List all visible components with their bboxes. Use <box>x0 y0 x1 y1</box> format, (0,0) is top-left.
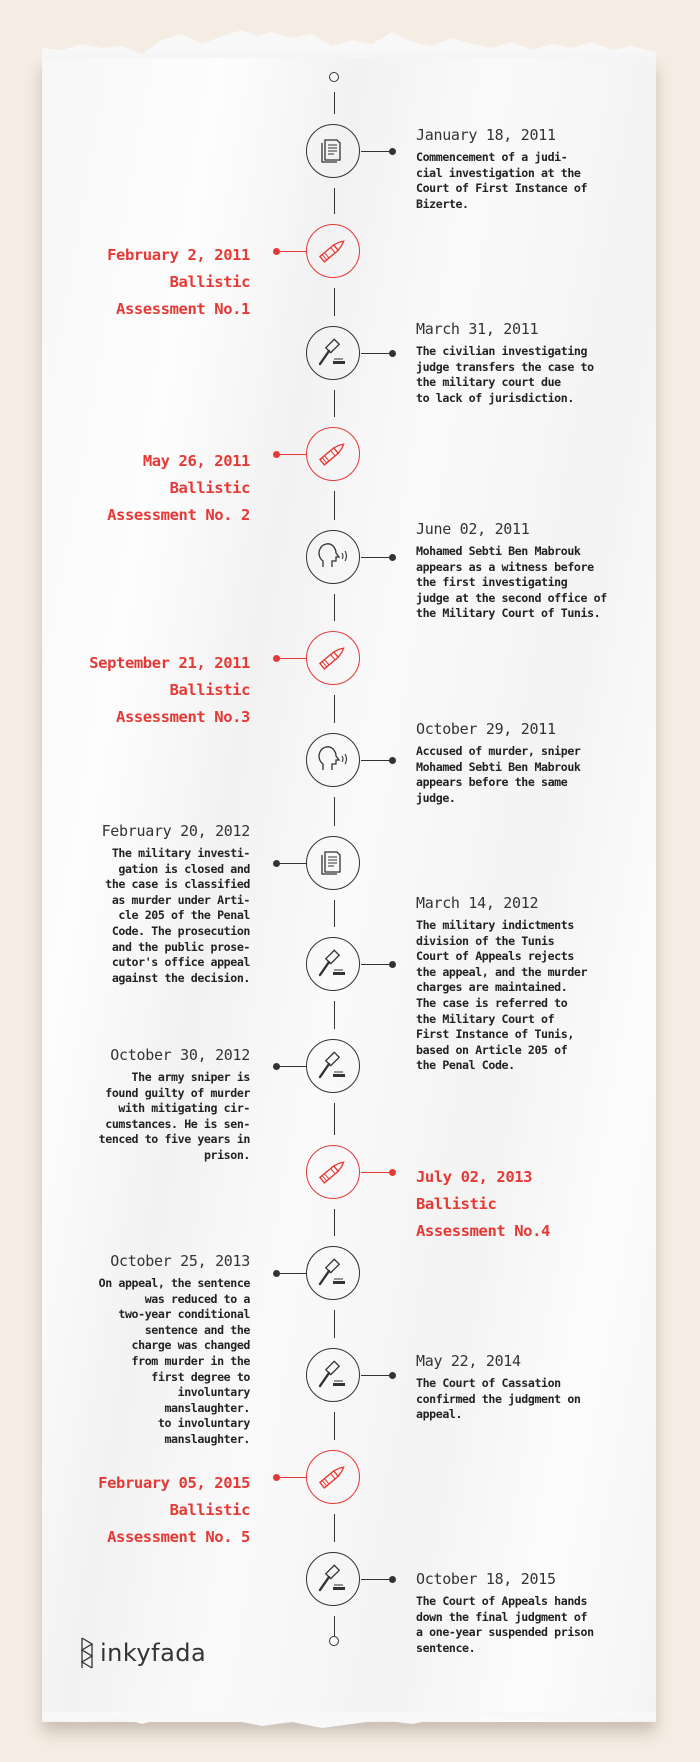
bullet-icon <box>307 1451 358 1502</box>
connector-dot <box>389 554 396 561</box>
connector-line <box>277 1066 307 1067</box>
connector-line <box>361 557 391 558</box>
torn-paper-bottom-edge <box>42 1712 656 1732</box>
document-icon <box>307 837 358 888</box>
gavel-icon <box>307 938 358 989</box>
event-title: Ballistic <box>169 273 250 291</box>
timeline-node[interactable] <box>306 224 360 278</box>
event-date: September 21, 2011 <box>89 654 250 672</box>
event-date: October 25, 2013 <box>110 1252 250 1270</box>
event-title: Ballistic <box>169 479 250 497</box>
connector-line <box>277 251 307 252</box>
connector-dot <box>273 248 280 255</box>
gavel-icon <box>307 327 358 378</box>
event-description: The army sniper is found guilty of murder with mitigating cir- cumstances. He is sen- tenced to five years in prison. <box>98 1070 250 1162</box>
timeline-spine-segment <box>334 797 335 826</box>
timeline-event <box>50 1252 250 1448</box>
connector-dot <box>273 1270 280 1277</box>
gavel-icon <box>307 1349 358 1400</box>
connector-line <box>361 353 391 354</box>
timeline-spine-segment <box>334 188 335 214</box>
connector-dot <box>273 860 280 867</box>
speaking-head-icon <box>307 531 358 582</box>
connector-line <box>361 151 391 152</box>
timeline-event <box>50 1046 250 1164</box>
timeline-spine-segment <box>334 92 335 114</box>
timeline-node[interactable] <box>306 1145 360 1199</box>
connector-line <box>361 1375 391 1376</box>
timeline-spine-segment <box>334 1310 335 1338</box>
gavel-icon <box>307 1247 358 1298</box>
timeline-node[interactable] <box>306 326 360 380</box>
timeline-spine-segment <box>334 1103 335 1135</box>
event-description: Mohamed Sebti Ben Mabrouk appears as a witness before the first investigating judge at the second office of the Military Court of Tunis. <box>416 544 607 621</box>
connector-line <box>277 863 307 864</box>
event-date: January 18, 2011 <box>416 126 556 144</box>
timeline-event <box>416 1352 648 1423</box>
bullet-icon <box>307 428 358 479</box>
connector-dot <box>389 1576 396 1583</box>
timeline-event <box>50 650 250 731</box>
event-description: The military indictments division of the Tunis Court of Appeals rejects the appeal, and the murder charges are maintained. The case is referred to the Military Court of First Instance of Tunis, based on Article 205 of the Penal Code. <box>416 918 588 1073</box>
event-description: On appeal, the sentence was reduced to a two-year conditional sentence and the charge was changed from murder in the first degree to involuntary manslaughter. to involuntary manslaughter. <box>98 1276 250 1446</box>
timeline-node[interactable] <box>306 937 360 991</box>
event-subtitle: Assessment No. 2 <box>107 506 250 524</box>
timeline-spine-segment <box>334 1514 335 1542</box>
timeline-spine-segment <box>334 1209 335 1236</box>
timeline-spine-segment <box>334 1616 335 1636</box>
connector-line <box>277 1273 307 1274</box>
connector-dot <box>389 350 396 357</box>
timeline-spine-segment <box>334 390 335 417</box>
connector-dot <box>389 1372 396 1379</box>
timeline-node[interactable] <box>306 1246 360 1300</box>
timeline-event <box>50 822 250 986</box>
event-description: Commencement of a judi- cial investigation at the Court of First Instance of Bizerte. <box>416 150 588 211</box>
timeline-event <box>416 1164 648 1245</box>
timeline-node[interactable] <box>306 1348 360 1402</box>
event-date: February 2, 2011 <box>107 246 250 264</box>
event-date: October 30, 2012 <box>110 1046 250 1064</box>
timeline-spine-segment <box>334 1412 335 1440</box>
connector-dot <box>273 1474 280 1481</box>
timeline-spine-segment <box>334 491 335 520</box>
inkyfada-logo <box>78 1636 206 1670</box>
timeline-end-dot <box>329 1636 339 1646</box>
timeline-node[interactable] <box>306 1552 360 1606</box>
timeline-node[interactable] <box>306 733 360 787</box>
bullet-icon <box>307 632 358 683</box>
timeline-spine-segment <box>334 288 335 316</box>
event-title: Ballistic <box>169 1501 250 1519</box>
event-description: Accused of murder, sniper Mohamed Sebti Ben Mabrouk appears before the same judge. <box>416 744 581 805</box>
bullet-icon <box>307 1146 358 1197</box>
document-icon <box>307 125 358 176</box>
connector-dot <box>389 148 396 155</box>
connector-dot <box>389 757 396 764</box>
timeline-event <box>416 720 648 806</box>
connector-line <box>277 454 307 455</box>
connector-dot <box>389 1169 396 1176</box>
event-subtitle: Assessment No. 5 <box>107 1528 250 1546</box>
event-date: May 22, 2014 <box>416 1352 521 1370</box>
event-date: May 26, 2011 <box>142 452 250 470</box>
timeline-event <box>416 1570 648 1656</box>
event-description: The civilian investigating judge transfers the case to the military court due to lack of jurisdiction. <box>416 344 594 405</box>
inkyfada-logo-mark <box>78 1636 96 1670</box>
timeline-node[interactable] <box>306 124 360 178</box>
timeline-event <box>50 1470 250 1551</box>
timeline-spine-segment <box>334 695 335 723</box>
event-description: The Court of Appeals hands down the final judgment of a one-year suspended prison sentence. <box>416 1594 594 1655</box>
event-date: October 18, 2015 <box>416 1570 556 1588</box>
gavel-icon <box>307 1553 358 1604</box>
connector-line <box>277 1477 307 1478</box>
event-date: February 20, 2012 <box>101 822 250 840</box>
event-description: The Court of Cassation confirmed the judgment on appeal. <box>416 1376 581 1422</box>
event-date: March 31, 2011 <box>416 320 539 338</box>
timeline-event <box>50 242 250 323</box>
connector-dot <box>273 1063 280 1070</box>
event-title: Ballistic <box>169 681 250 699</box>
event-date: October 29, 2011 <box>416 720 556 738</box>
timeline-event <box>416 320 648 406</box>
event-date: March 14, 2012 <box>416 894 539 912</box>
timeline-spine-segment <box>334 1001 335 1029</box>
connector-line <box>277 658 307 659</box>
logo-text: inkyfada <box>100 1639 207 1667</box>
timeline-node[interactable] <box>306 631 360 685</box>
event-subtitle: Assessment No.4 <box>416 1222 550 1240</box>
timeline-event <box>416 894 648 1074</box>
bullet-icon <box>307 225 358 276</box>
connector-dot <box>273 655 280 662</box>
event-title: Ballistic <box>416 1195 497 1213</box>
connector-line <box>361 1172 391 1173</box>
connector-line <box>361 1579 391 1580</box>
timeline-event <box>416 520 648 622</box>
gavel-icon <box>307 1040 358 1091</box>
connector-line <box>361 760 391 761</box>
connector-line <box>361 964 391 965</box>
event-description: The military investi- gation is closed and the case is classified as murder under Arti- cle 205 of the Penal Code. The prosecution and the public prose- cutor's office appeal against the decision. <box>105 846 250 985</box>
timeline-node[interactable] <box>306 427 360 481</box>
event-subtitle: Assessment No.1 <box>116 300 250 318</box>
speaking-head-icon <box>307 734 358 785</box>
connector-dot <box>389 961 396 968</box>
timeline-start-dot <box>329 72 339 82</box>
timeline-node[interactable] <box>306 530 360 584</box>
connector-dot <box>273 451 280 458</box>
timeline-node[interactable] <box>306 836 360 890</box>
timeline-event <box>50 448 250 529</box>
event-subtitle: Assessment No.3 <box>116 708 250 726</box>
event-date: July 02, 2013 <box>416 1168 533 1186</box>
timeline-spine-segment <box>334 900 335 927</box>
timeline-node[interactable] <box>306 1039 360 1093</box>
event-date: February 05, 2015 <box>98 1474 250 1492</box>
event-date: June 02, 2011 <box>416 520 530 538</box>
timeline-spine-segment <box>334 594 335 621</box>
timeline-event <box>416 126 648 212</box>
timeline-node[interactable] <box>306 1450 360 1504</box>
